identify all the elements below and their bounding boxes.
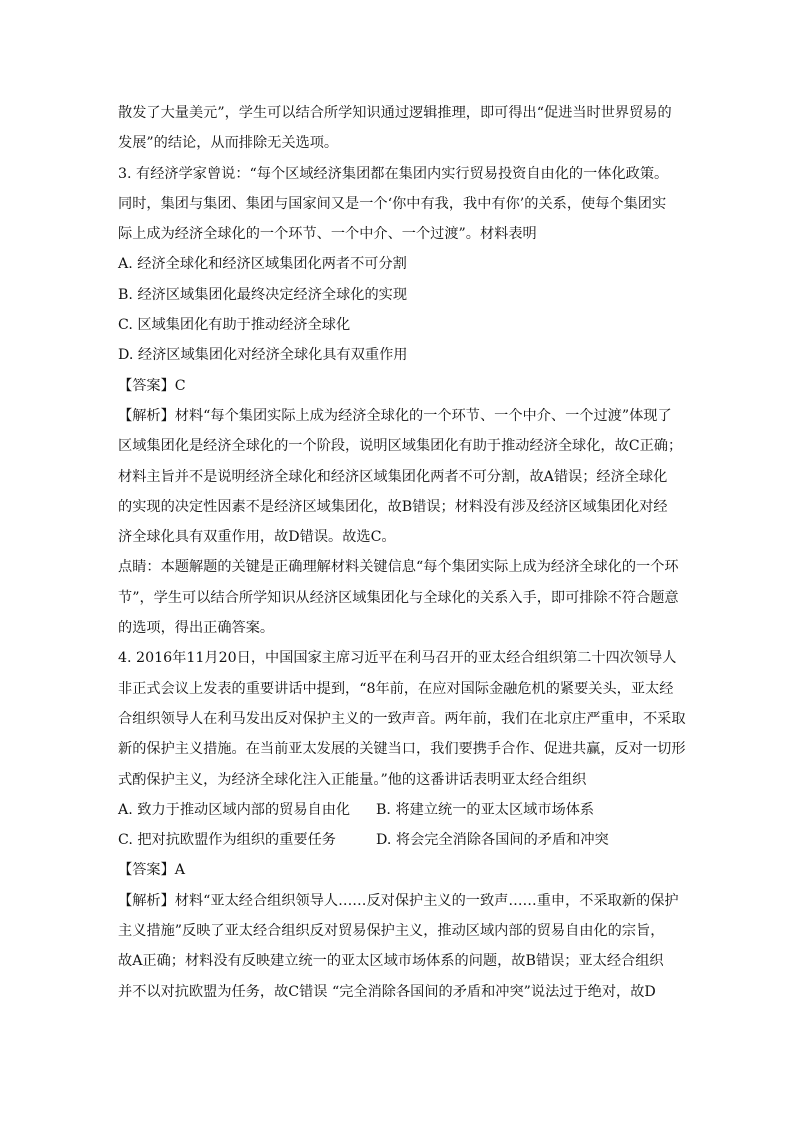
text-line-2: 发展”的结论，从而排除无关选项。 [118, 135, 339, 152]
question-4-analysis-1: 【解析】材料“亚太经合组织领导人……反对保护主义的一致声……重申，不采取新的保护 [118, 892, 679, 909]
question-3-answer: 【答案】C [118, 377, 186, 394]
question-4-options-row-1 [118, 795, 678, 825]
question-4-analysis-3: 故A正确；材料没有反映建立统一的亚太区域市场体系的问题，故B错误；亚太经合组织 [118, 953, 664, 970]
question-3-option-d: D. 经济区域集团化对经济全球化具有双重作用 [118, 347, 408, 364]
question-4-stem-cont-1: 非正式会议上发表的重要讲话中提到，“8年前，在应对国际金融危机的紧要关头，亚太经 [118, 680, 674, 697]
question-3-stem-cont-1: 同时，集团与集团、集团与国家间又是一个‘你中有我，我中有你’的关系，使每个集团实 [118, 195, 667, 212]
question-3-analysis-4: 的实现的决定性因素不是经济区域集团化，故B错误；材料没有涉及经济区域集团化对经 [118, 498, 668, 515]
question-4-analysis-2: 主义措施”反映了亚太经合组织反对贸易保护主义，推动区域内部的贸易自由化的宗旨， [118, 923, 665, 940]
question-4-answer: 【答案】A [118, 862, 185, 879]
question-3-tip-2: 节”，学生可以结合所学知识从经济区域集团化与全球化的关系入手，即可排除不符合题意 [118, 589, 679, 606]
question-4-options-row-2 [118, 825, 678, 855]
question-3-analysis-5: 济全球化具有双重作用，故D错误。故选C。 [118, 529, 396, 546]
question-3-analysis-3: 材料主旨并不是说明经济全球化和经济区域集团化两者不可分割，故A错误；经济全球化 [118, 468, 668, 485]
question-3-analysis-2: 区域集团化是经济全球化的一个阶段，说明区域集团化有助于推动经济全球化，故C正确； [118, 438, 683, 455]
document-page [118, 98, 686, 1007]
text-line-1: 散发了大量美元”，学生可以结合所学知识通过逻辑推理，即可得出“促进当时世界贸易的 [118, 105, 672, 121]
question-4-analysis-4: 并不以对抗欧盟为任务，故C错误 “完全消除各国间的矛盾和冲突”说法过于绝对，故D [118, 983, 656, 1000]
question-3-option-a: A. 经济全球化和经济区域集团化两者不可分割 [118, 256, 407, 273]
question-4-stem-cont-2: 合组织领导人在利马发出反对保护主义的一致声音。两年前，我们在北京庄严重申，不采取 [118, 710, 686, 727]
question-3-stem-cont-2: 际上成为经济全球化的一个环节、一个中介、一个过渡”。材料表明 [118, 226, 537, 243]
question-4-stem-cont-3: 新的保护主义措施。在当前亚太发展的关键当口，我们要携手合作、促进共赢，反对一切形 [118, 741, 686, 758]
question-3-option-c: C. 区域集团化有助于推动经济全球化 [118, 317, 351, 334]
question-4-option-c: C. 把对抗欧盟作为组织的重要任务 [118, 832, 336, 849]
question-3-tip-3: 的选项，得出正确答案。 [118, 620, 275, 637]
question-3-analysis-1: 【解析】材料“每个集团实际上成为经济全球化的一个环节、一个中介、一个过渡”体现了 [118, 407, 672, 424]
question-3-option-b: B. 经济区域集团化最终决定经济全球化的实现 [118, 286, 408, 303]
question-3-tip-1: 点睛：本题解题的关键是正确理解材料关键信息“每个集团实际上成为经济全球化的一个环 [118, 559, 679, 576]
question-4-stem-cont-4: 式酌保护主义，为经济全球化注入正能量。”他的这番讲话表明亚太经合组织 [118, 771, 587, 788]
question-4-option-d: D. 将会完全消除各国间的矛盾和冲突 [376, 832, 609, 849]
question-4-stem: 4. 2016年11月20日，中国国家主席习近平在利马召开的亚太经合组织第二十四次领导人 [118, 650, 677, 667]
question-3-stem: 3. 有经济学家曾说：“每个区域经济集团都在集团内实行贸易投资自由化的一体化政策。 [118, 165, 669, 182]
question-4-option-b: B. 将建立统一的亚太区域市场体系 [376, 801, 595, 818]
question-4-option-a: A. 致力于推动区域内部的贸易自由化 [118, 801, 351, 818]
